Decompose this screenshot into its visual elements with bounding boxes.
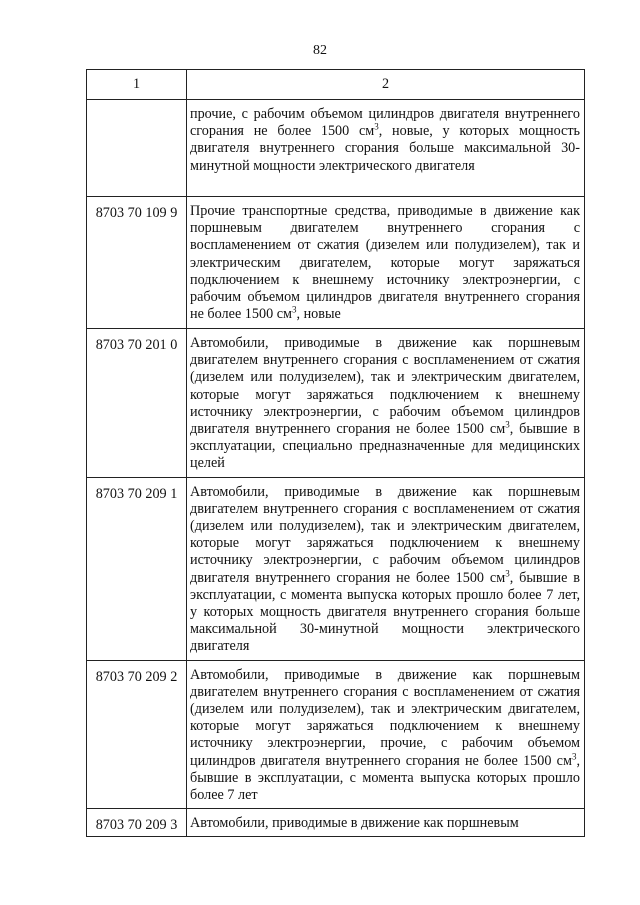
table-row [87, 329, 585, 478]
description-text: Прочие транспортные средства, приводимые в движение как поршневым двигателем внутреннего сгорания с воспламенением от сжатия (дизелем или полудизелем), так и электрическим двигателем, которые могут заряжаться подключением к внешнему источнику электроэнергии, с рабочим объемом цилиндров двигателя внутреннего сгорания не более 1500 см [190, 203, 580, 323]
superscript: 3 [505, 567, 510, 578]
tariff-table [86, 69, 585, 837]
table-row [87, 660, 585, 809]
column-header-2: 2 [187, 70, 585, 100]
description-text: , новые, у которых мощность двигателя внутреннего сгорания больше максимальной 30-минутной мощности электрического двигателя [190, 123, 581, 174]
description-text: Автомобили, приводимые в движение как поршневым двигателем внутреннего сгорания с воспламенением от сжатия (дизелем или полудизелем), так и электрическим двигателем, которые могут заряжаться подключением к внешнему источнику электроэнергии, прочие, с рабочим объемом цилиндров двигателя внутреннего сгорания не более 1500 см [190, 666, 580, 769]
code-cell: 8703 70 201 0 [87, 329, 187, 478]
description-cell [187, 100, 585, 197]
description-text: Автомобили, приводимые в движение как поршневым [190, 815, 519, 832]
table-row [87, 100, 585, 197]
column-header-1: 1 [87, 70, 187, 100]
code-cell [87, 100, 187, 197]
description-cell [187, 809, 585, 837]
code-cell: 8703 70 109 9 [87, 197, 187, 329]
description-text: , бывшие в эксплуатации, специально предназначенные для медицинских целей [190, 421, 580, 472]
table-row [87, 477, 585, 660]
description-text: , бывшие в эксплуатации, с момента выпуска которых прошло более 7 лет [190, 752, 580, 804]
description-text: прочие, с рабочим объемом цилиндров двигателя внутреннего сгорания не более 1500 см [190, 106, 580, 140]
superscript: 3 [571, 750, 577, 761]
description-text: , бывшие в эксплуатации, с момента выпуска которых прошло более 7 лет, у которых мощность двигателя внутреннего сгорания больше максимальной 30-минутной мощности электрического двигателя [190, 569, 580, 655]
superscript: 3 [505, 419, 510, 430]
description-cell [187, 329, 585, 478]
description-cell [187, 660, 585, 809]
description-text: , новые [296, 306, 341, 323]
table-row [87, 809, 585, 837]
description-text: Автомобили, приводимые в движение как поршневым двигателем внутреннего сгорания с воспламенением от сжатия (дизелем или полудизелем), так и электрическим двигателем, которые могут заряжаться подключением к внешнему источнику электроэнергии, с рабочим объемом цилиндров двигателя внутреннего сгорания не более 1500 см [190, 483, 580, 586]
superscript: 3 [374, 121, 379, 132]
table-header-row [87, 70, 585, 100]
description-cell [187, 477, 585, 660]
description-cell [187, 197, 585, 329]
code-cell: 8703 70 209 3 [87, 809, 187, 837]
table-row [87, 197, 585, 329]
superscript: 3 [291, 304, 297, 315]
description-text: Автомобили, приводимые в движение как поршневым двигателем внутреннего сгорания с воспламенением от сжатия (дизелем или полудизелем), так и электрическим двигателем, которые могут заряжаться подключением к внешнему источнику электроэнергии, с рабочим объемом цилиндров двигателя внутреннего сгорания не более 1500 см [190, 335, 580, 438]
page-number: 82 [313, 43, 327, 58]
code-cell: 8703 70 209 2 [87, 660, 187, 809]
code-cell: 8703 70 209 1 [87, 477, 187, 660]
